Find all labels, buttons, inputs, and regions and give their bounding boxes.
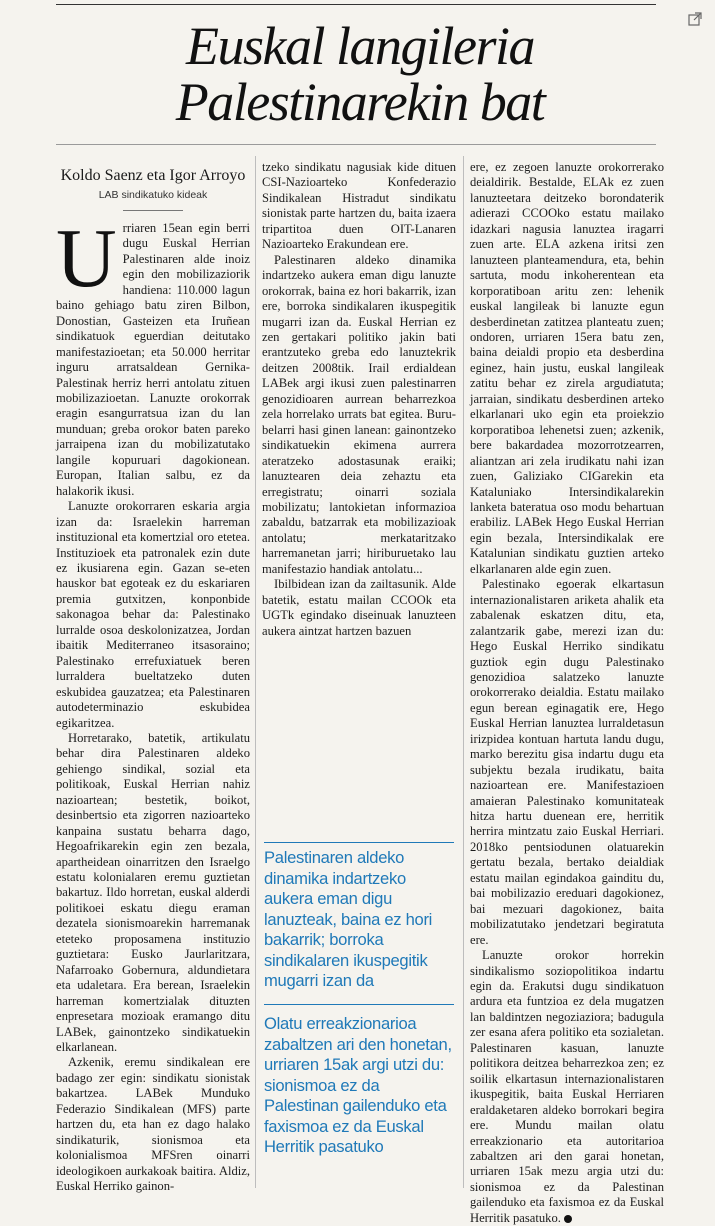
column-divider bbox=[255, 156, 256, 1188]
paragraph: Palestinaren aldeko dinamika indartzeko aukera eman digu lanuzte orokorrak, baina ez hori bakarrik, izan ere, borroka sindikalaren ikuspegitik mugarri izan da. Euskal Herrian ez zen gertakari politiko jakin bati erantzuteko greba edo lanuztekrik deitzen 2008tik. Irail erdialdean LABek argi ikusi zuen palestinarren genozidioaren aurrean beharrezkoa zela horrelako urrats bat egitea. Buru-belarri hasi ginen lanean: gainontzeko sindikatuekin ekimena aurrera ateratzeko adostasunak eraiki; lanuztearen deia zehaztu eta erregistratu; oinarri soziala mobilizatu; lantokietan informazioa zabaldu, batzarrak eta mobilizazioak antolatu; merkataritzako harremanetan jarri; hiriburuetako lau manifestazio handiak antolatu... bbox=[262, 252, 456, 576]
column-2 bbox=[262, 160, 456, 639]
paragraph: Lanuzte orokorraren eskaria argia izan da: Israelekin harreman instituzional eta komertzial oro etetea. Instituzioek eta patronalek ezin dute ez ikusiarena egin. Gazan se-eten hauskor bat egoteak ez du eskariaren premia gutxitzen, konponbide sakonagoa behar da: Palestinako lurralde osoa deskolonizatzea, Jordan ibaitik Mediterraneo itsasoraino; Palestinako errefuxiatuek beren lurraldera bueltatzeko duten eskubidea gauzatzea; eta Palestinaren autodeterminazio eskubidea egikaritzea. bbox=[56, 499, 250, 730]
paragraph bbox=[470, 948, 664, 1226]
pullquote-rule bbox=[264, 842, 454, 843]
paragraph: tzeko sindikatu nagusiak kide dituen CSI-Nazioarteko Konfederazio Sindikalean Histradut sindikatu sionistak parte hartzen du, baita izaera tripartitoa duen OIT-Lanaren Nazioarteko Erakundean ere. bbox=[262, 160, 456, 252]
author-affiliation: LAB sindikatuko kideak bbox=[98, 189, 208, 201]
paragraph: ere, ez zegoen lanuzte orokorrerako deialdirik. Bestalde, ELAk ez zuen lanuzteetara deitzeko borondaterik adierazi CCOOko estatu mailako idazkari nagusia lanuztea iragarri zuen arte. ELA azkena iritsi zen lanuzteen planteamendura, eta, behin sartuta, modu inkoherentean eta korporatiboan aritu zen: lehenik euskal langileak bi lanuzte egun desberdinetan zatitzea planteatu zuen; ondoren, urriaren 15era batu zen, baina deialdi propio eta desberdina eginez, hain justu, euskal langileak zatitu behar ez zirela argudiatuta; jarraian, sindikatu desberdinen arteko elkarlanari uko egin eta proiekzio korporatiboa lehenetsi zuen; azkenik, bere bakardadea mozorrotzearren, aliantzan ari zela irudikatu nahi izan zuen, Galiziako CIGarekin eta Kataluniako Intersindikalarekin lanketa bateratua oso modu behartuan erabiliz. LABek Hego Euskal Herrian egin bezala, Intersindikalak ere Katalunian sindikatu guztien arteko elkarlanaren alde egin zuen. bbox=[470, 160, 664, 576]
external-link-icon[interactable] bbox=[688, 12, 704, 28]
column-divider bbox=[463, 156, 464, 1188]
pullquote-rule bbox=[264, 1004, 454, 1005]
drop-cap: U bbox=[56, 212, 117, 305]
paragraph-text: Lanuzte orokor horrekin sindikalismo soziopolitikoa indartu egin da. Erakutsi dugu sindikatuon ardura eta funtzioa ez dela mugatzen lan baldintzen negoziaziora; badugula zer esana afera politiko eta sozialetan. Palestinaren kasuan, lanuzte politikora deitzea beharrezkoa zen; ez soilik elkartasun internazionalistaren ikuspegitik, baita Euskal Herriaren eraldaketaren aldeko borrokari begira ere. Mundu mailan olatu erreakzionario eta autoritarioa zabaltzen ari den garai honetan, urriaren 15ak mezu argia utzi du: sionismoa ez da Palestinan gailenduko eta faxismoa ez da Euskal Herritik pasatuko. bbox=[470, 948, 664, 1225]
headline bbox=[60, 18, 660, 130]
top-rule bbox=[56, 4, 656, 5]
paragraph: Azkenik, eremu sindikalean ere badago zer egin: sindikatu sionistak bakartzea. LABek Munduko Federazio Sindikalean (MFS) parte hartzen du, eta han ez dago halako sindikaturik, sionismoa eta kolonialismoa MFSren oinarri ideologikoen aurkakoak baitira. Aldiz, Euskal Herriko gainon- bbox=[56, 1055, 250, 1194]
end-of-article-mark bbox=[564, 1215, 572, 1223]
author-byline: Koldo Saenz eta Igor Arroyo bbox=[60, 167, 246, 184]
column-1 bbox=[56, 160, 250, 1195]
paragraph: Horretarako, batetik, artikulatu behar dira Palestinaren aldeko gehiengo sindikal, sozial eta politikoak, Euskal Herrian nahiz nazioartean; bestetik, boikot, desinbertsio eta zigorren nazioarteko kanpaina sustatu beharra dago, Hegoafrikarekin egin zen bezala, apartheidean oinarritzen den Israelgo estatu kolonialaren eremu guztietan bakartuz. Ildo horretan, euskal alderdi politikoei eskatu diegu eraman dezatela sionismoarekin harremanak eteteko proposamena instituzio guztietara: Eusko Jaurlaritzara, Nafarroako Gobernura, aldundietara eta udaletara. Era berean, Israelekin harreman komertzialak dituzten enpresetara mozioak eramango ditu LABek, gainontzeko sindikatuekin elkarlanean. bbox=[56, 730, 250, 1055]
paragraph bbox=[56, 212, 250, 499]
pullquote-2: Olatu erreakzionarioa zabaltzen ari den honetan, urriaren 15ak argi utzi du: sionismoa ez da Palestinan gailenduko eta faxismoa ez da Euskal Herritik pasatuko bbox=[264, 1014, 452, 1156]
paragraph-text: rriaren 15ean egin berri dugu Euskal Herrian Palestinaren alde inoiz egin den mobilizaziorik handiena: 110.000 lagun baino gehiago batu ziren Bilbon, Donostian, Gasteizen eta Iruñean sindikatuok eguerdian deitutako manifestazioetan; eta 50.000 herritar inguru arratsaldean Gernika-Palestinak herriz herri antolatu zituen mobilizazioetan. Lanuzte orokorrak eragin esangurratsua izan du lan munduan; greba orokor baten pareko jarraipena izan du mobilizatutako langile kopuruari dagokionean. Europan, Italian salbu, ez da halakorik ikusi. bbox=[56, 221, 250, 498]
headline-line-2: Palestinarekin bat bbox=[175, 72, 545, 132]
pullquote-1: Palestinaren aldeko dinamika indartzeko aukera eman digu lanuzteak, baina ez hori bakarrik; borroka sindikalaren ikuspegitik mugarri izan da bbox=[264, 848, 433, 990]
column-3 bbox=[470, 160, 664, 1226]
byline-divider bbox=[123, 210, 183, 211]
paragraph: Palestinako egoerak elkartasun internazionalistaren ariketa ahalik eta zabalenak eskatzen ditu, eta, zalantzarik gabe, merezi izan du: Hego Euskal Herriko sindikatu guztiok egin dugu Palestinako genozidioa salatzeko lanuzte orokorrerako deialdia. Estatu mailako egun berean eginagatik ere, Hego Euskal Herrian lanuztea lurraldetasun irizpidea kontuan hartuta landu dugu, marko berezitu gisa indartu dugu eta subjektu bezala irudikatu, baita nazioartean ere. Manifestazioen amaieran Palestinako komunitateak hitza hartu duenean ere, herritik herrira mintzatu zaio Euskal Herriari. 2018ko pentsiodunen olatuarekin gertatu bezala, bertako deialdiak estatu mailan egindakoa gainditu du, bai mobilizazio ereduari dagokionez, bai mezuari dagokionez, baita mobilizatutako jendetzari begiratuta ere. bbox=[470, 577, 664, 947]
headline-line-1: Euskal langileria bbox=[186, 16, 534, 76]
headline-divider bbox=[56, 144, 656, 145]
paragraph: Ibilbidean izan da zailtasunik. Alde batetik, estatu mailan CCOOk eta UGTk egindako diseinuak lanuzteen aukera aintzat hartzen bazuen bbox=[262, 577, 456, 638]
